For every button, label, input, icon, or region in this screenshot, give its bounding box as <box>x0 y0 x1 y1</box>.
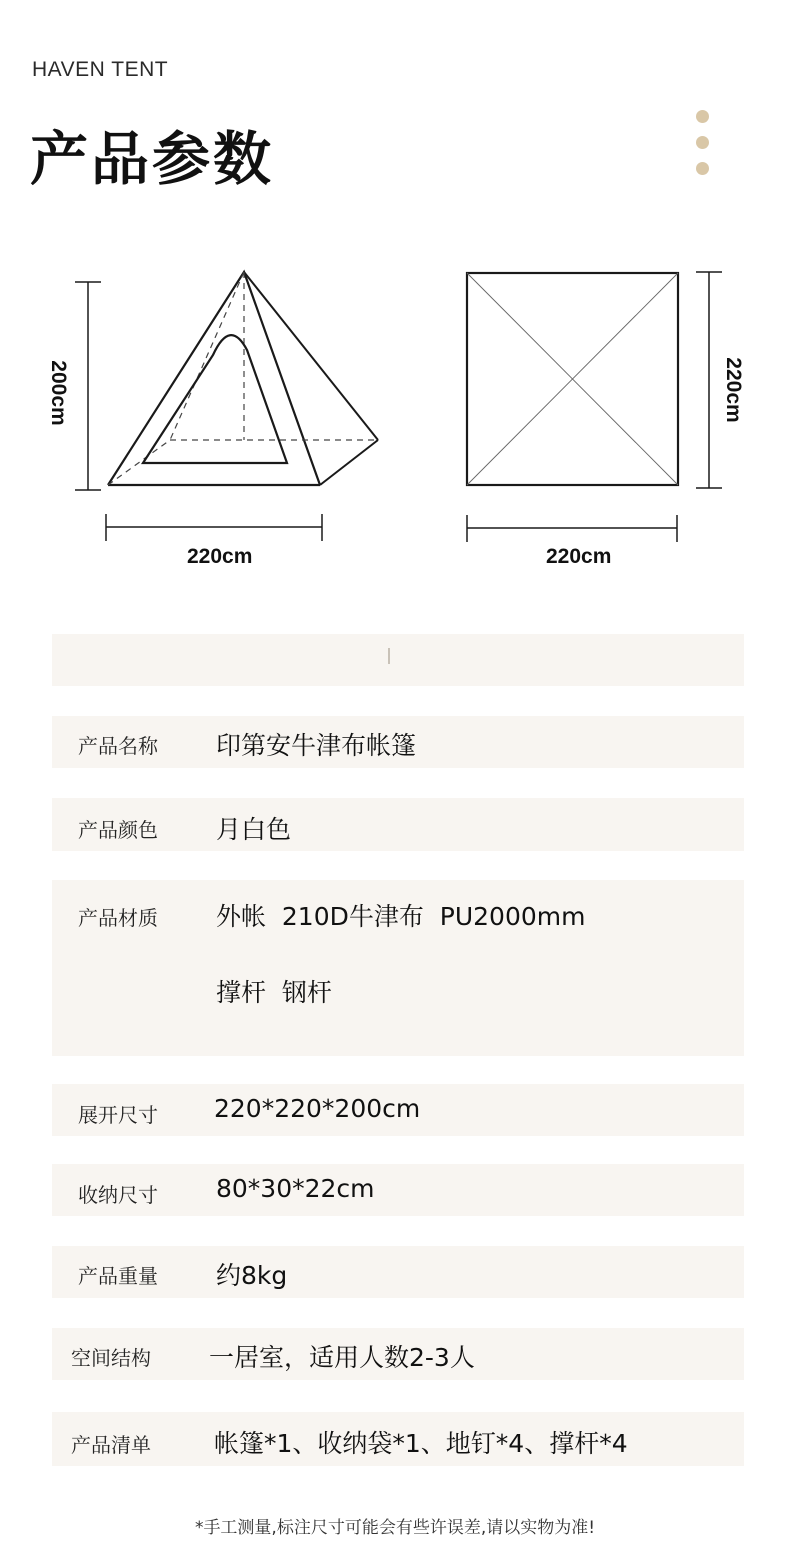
spec-value: 80*30*22cm <box>216 1174 375 1203</box>
spec-row-package <box>52 1412 744 1466</box>
header-mark <box>388 648 390 664</box>
dot-icon <box>696 162 709 175</box>
spec-row-pack-size <box>52 1164 744 1216</box>
spec-label: 收纳尺寸 <box>78 1183 158 1207</box>
spec-value: 月白色 <box>216 815 292 844</box>
spec-value: 一居室，适用人数2-3人 <box>209 1343 475 1372</box>
dot-icon <box>696 136 709 149</box>
left-height-label: 200cm <box>47 360 70 426</box>
measurement-footnote: *手工测量,标注尺寸可能会有些许误差,请以实物为准! <box>194 1518 596 1538</box>
tent-top-view <box>467 273 678 485</box>
spec-row-name <box>52 716 744 768</box>
brand-name: HAVEN TENT <box>32 58 169 81</box>
spec-label: 产品材质 <box>78 906 158 930</box>
spec-label: 产品重量 <box>78 1264 158 1288</box>
left-dimension-lines <box>75 282 322 541</box>
spec-table-header <box>52 634 744 686</box>
spec-row-weight <box>52 1246 744 1298</box>
spec-row-structure <box>52 1328 744 1380</box>
page-title: 产品参数 <box>30 125 275 193</box>
spec-value: 约8kg <box>216 1261 288 1290</box>
spec-value: 撑杆 钢杆 <box>216 978 332 1007</box>
spec-value: 帐篷*1、收纳袋*1、地钉*4、撑杆*4 <box>214 1429 628 1458</box>
spec-value: 外帐 210D牛津布 PU2000mm <box>216 902 586 931</box>
spec-value: 印第安牛津布帐篷 <box>216 731 417 760</box>
right-height-label: 220cm <box>722 357 745 423</box>
spec-label: 空间结构 <box>71 1346 151 1370</box>
spec-value: 220*220*200cm <box>214 1094 421 1123</box>
spec-label: 产品颜色 <box>78 818 158 842</box>
left-width-label: 220cm <box>187 545 253 568</box>
right-width-label: 220cm <box>546 545 612 568</box>
spec-row-color <box>52 798 744 851</box>
tent-diagram <box>0 250 790 550</box>
decorative-dots <box>696 110 710 188</box>
tent-side-view <box>108 272 378 485</box>
spec-label: 展开尺寸 <box>78 1103 158 1127</box>
dot-icon <box>696 110 709 123</box>
spec-label: 产品名称 <box>78 734 158 758</box>
spec-row-open-size <box>52 1084 744 1136</box>
spec-row-material <box>52 880 744 1056</box>
spec-label: 产品清单 <box>71 1433 151 1457</box>
right-dimension-lines <box>467 272 722 542</box>
